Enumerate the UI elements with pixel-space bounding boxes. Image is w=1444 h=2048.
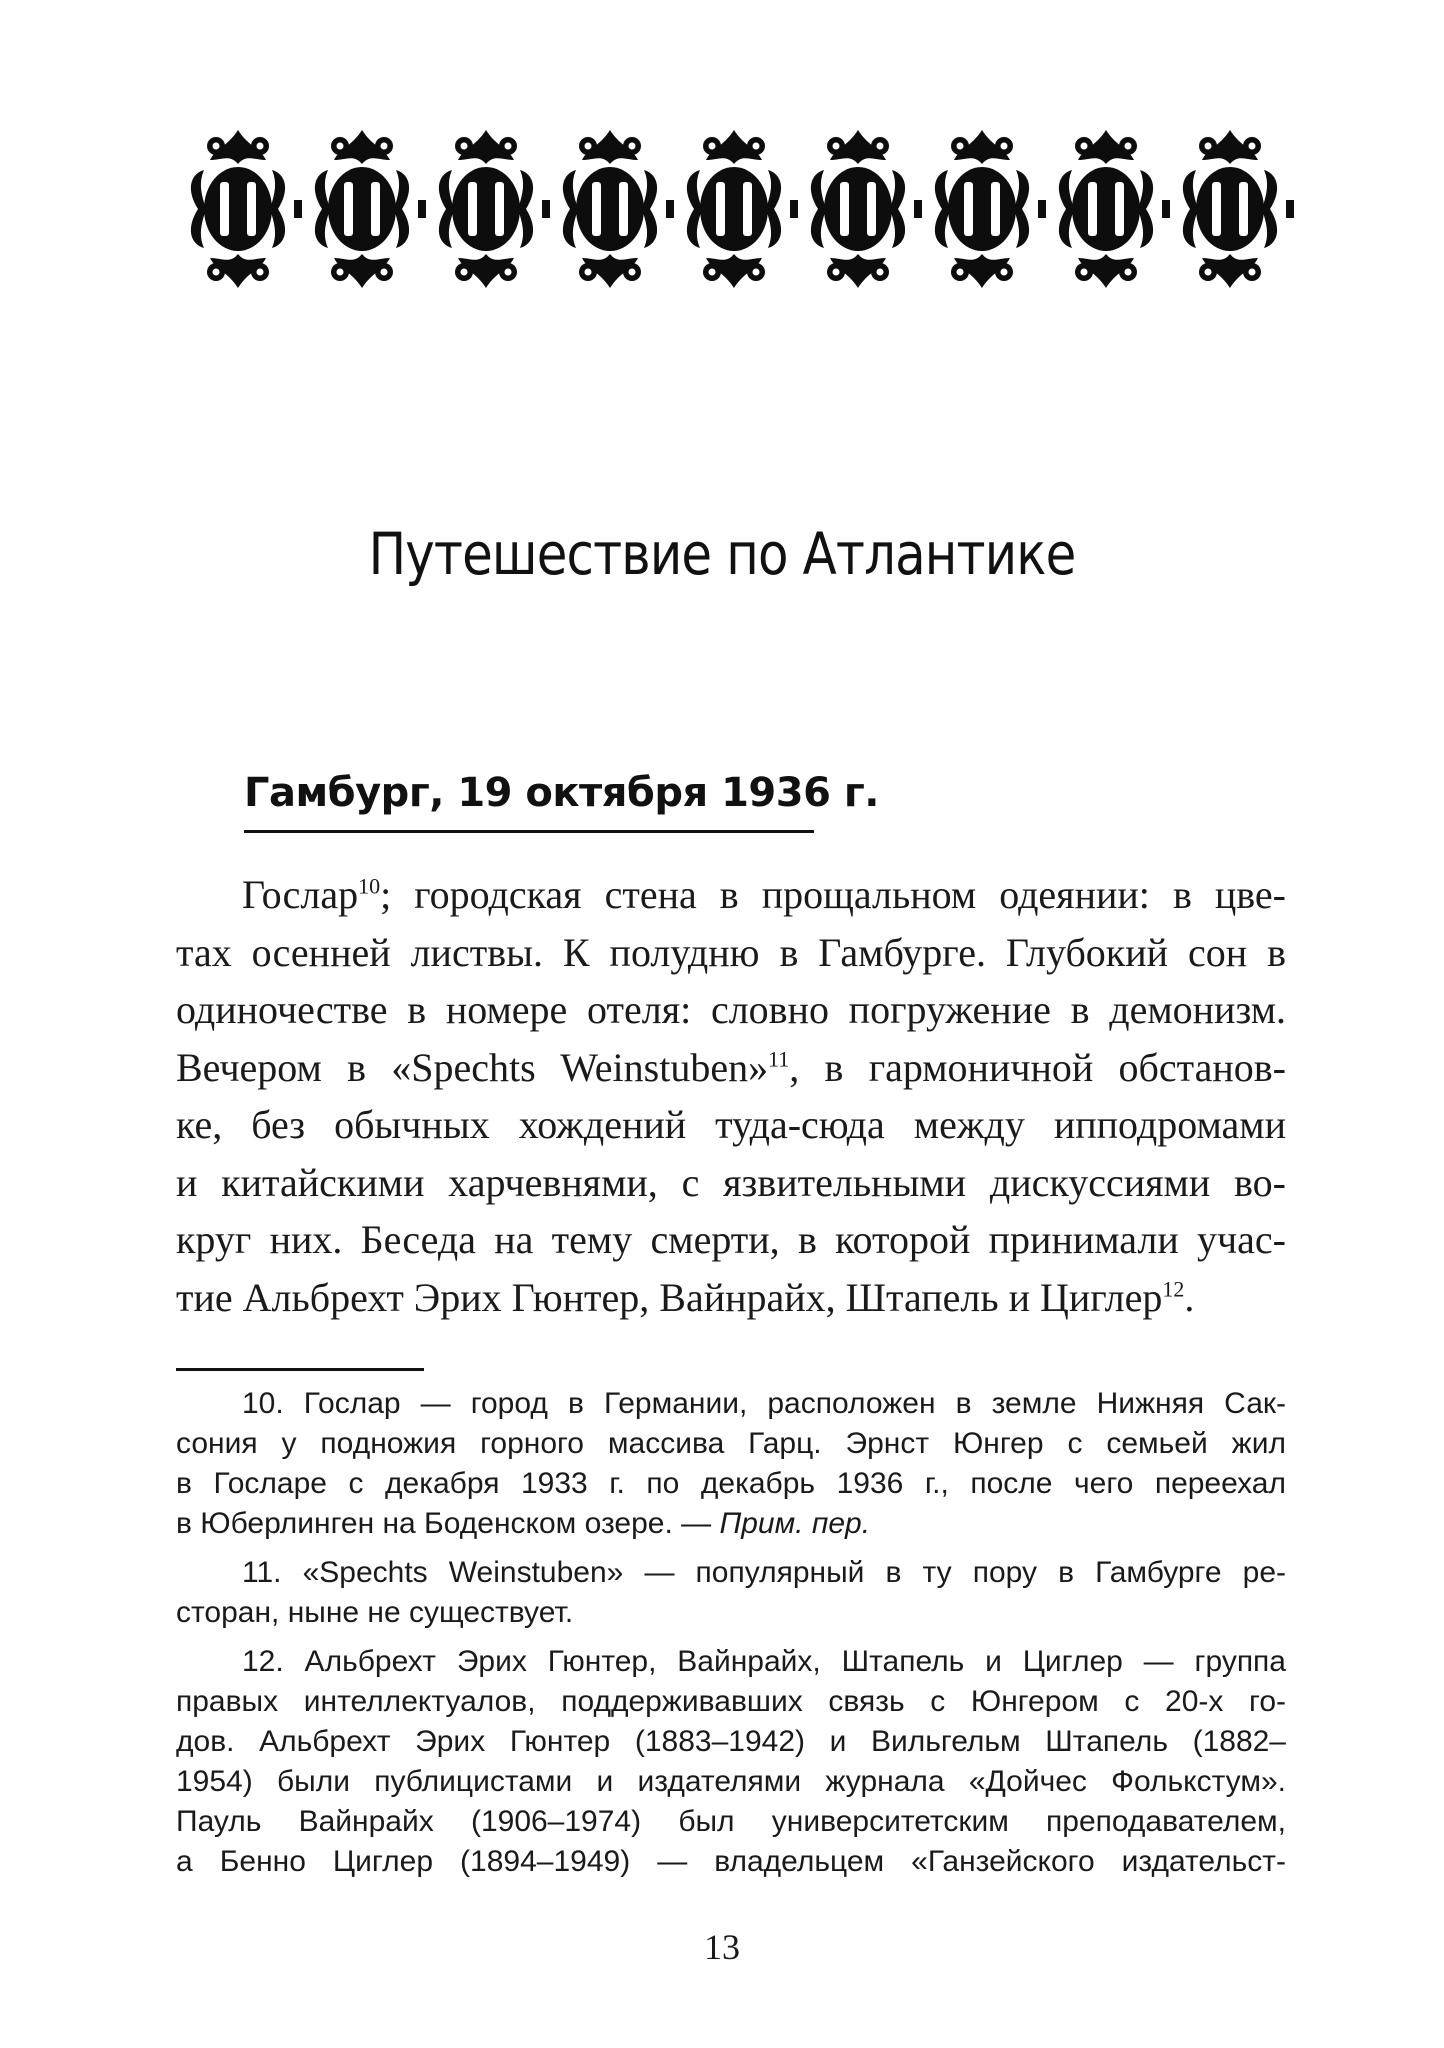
footnote-line: 12. Альбрехт Эрих Гюнтер, Вайнрайх, Штапель и Циглер — группа — [242, 1645, 1286, 1678]
body-line: тие Альбрехт Эрих Гюнтер, Вайнрайх, Штапель и Циглер$^{12}$. — [176, 1274, 1195, 1320]
footnote-ref-11[interactable]: 11 — [768, 1046, 790, 1072]
footnote-line: дов. Альбрехт Эрих Гюнтер (1883–1942) и Вильгельм Штапель (1882– — [176, 1725, 1286, 1758]
footnote-line: 11. «Spechts Weinstuben» — популярный в ту пору в Гамбурге ре- — [242, 1556, 1286, 1589]
footnote-line: Пауль Вайнрайх (1906–1974) был университетским преподавателем, — [176, 1805, 1286, 1838]
footnote-line: 10. Гослар — город в Германии, расположен в земле Нижняя Сак- — [242, 1387, 1286, 1420]
body-line: Вечером в «Spechts Weinstuben»$^{11}$, в гармоничной обстанов- — [176, 1044, 1287, 1090]
ornamental-border-icon — [176, 124, 1296, 294]
heading-underline — [244, 830, 814, 833]
footnote-line: а Бенно Циглер (1894–1949) — владельцем «Ганзейского издательст- — [176, 1845, 1286, 1878]
chapter-title: Путешествие по Атлантике — [368, 520, 1076, 588]
translator-note: Прим. пер. — [719, 1507, 871, 1540]
footnote-11 — [176, 1553, 1286, 1633]
footnotes — [176, 1384, 1286, 1891]
body-line: тах осенней листвы. К полудню в Гамбурге. Глубокий сон в — [176, 929, 1286, 975]
footnote-line: в Госларе с декабря 1933 г. по декабрь 1936 г., после чего переехал — [176, 1467, 1286, 1500]
body-line: ке, без обычных хождений туда-сюда между ипподромами — [176, 1102, 1286, 1147]
footnote-separator — [176, 1368, 424, 1371]
footnote-10 — [176, 1384, 1286, 1544]
body-line: одиночестве в номере отеля: словно погружение в демонизм. — [176, 987, 1286, 1032]
footnote-line: в Юберлинген на Боденском озере. — Прим. пер. — [176, 1507, 871, 1540]
footnote-line: сония у подножия горного массива Гарц. Эрнст Юнгер с семьей жил — [176, 1427, 1286, 1460]
footnote-line: сторан, ныне не существует. — [176, 1596, 574, 1629]
footnote-ref-12[interactable]: 12 — [1162, 1276, 1185, 1302]
body-line: круг них. Беседа на тему смерти, в которой принимали учас- — [176, 1217, 1286, 1262]
body-line: и китайскими харчевнями, с язвительными дискуссиями во- — [176, 1159, 1286, 1205]
body-line: Гослар$^{10}$; городская стена в прощальном одеянии: в цве- — [242, 872, 1286, 917]
footnote-ref-10[interactable]: 10 — [358, 873, 381, 899]
footnote-line: 1954) были публицистами и издателями журнала «Дойчес Фолькстум». — [176, 1765, 1286, 1798]
page-number: 13 — [704, 1927, 740, 1967]
footnote-line: правых интеллектуалов, поддерживавших связь с Юнгером с 20-х го- — [176, 1685, 1286, 1718]
diary-entry-heading: Гамбург, 19 октября 1936 г. — [244, 770, 879, 816]
footnote-12 — [176, 1642, 1286, 1882]
body-paragraph — [176, 866, 1286, 1326]
